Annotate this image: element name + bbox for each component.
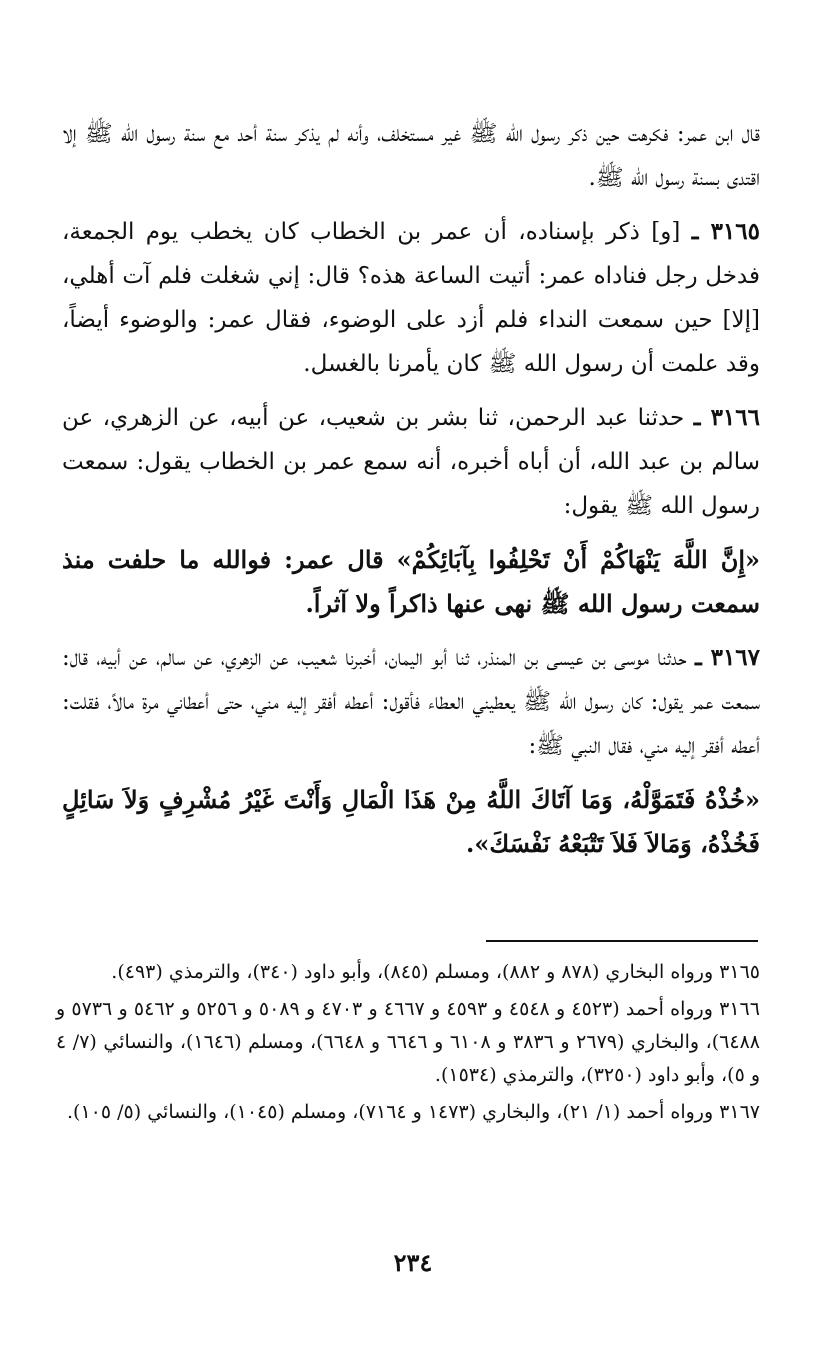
footnote-3167: ٣١٦٧ ورواه أحمد (١/ ٢١)، والبخاري (١٤٧٣ و ٧١٦٤)، ومسلم (١٠٤٥)، والنسائي (٥/ ١٠٥). [67,1101,760,1123]
hadith-text: «إِنَّ اللَّهَ يَنْهَاكُمْ أَنْ تَحْلِفُوا بِآبَائِكُمْ» قال عمر: فوالله ما حلفت منذ سمعت رسول الله ﷺ نهى عنها ذاكراً ولا آثراً. [62,545,761,618]
paragraph-text: حدثنا عبد الرحمن، ثنا بشر بن شعيب، عن أبيه، عن الزهري، عن سالم بن عبد الله، أن أباه أخبره، أنه سمع عمر بن الخطاب يقول: سمعت رسول الله ﷺ يقول: [62,405,760,519]
hadith-text: «خُذْهُ فَتَمَوَّلْهُ، وَمَا آتَاكَ اللَّهُ مِنْ هَذَا الْمَالِ وَأَنْتَ غَيْرُ مُشْرِفٍ وَلاَ سَائِلٍ فَخُذْهُ، وَمَالاَ فَلاَ تَتْبَعْهُ نَفْسَكَ». [62,785,760,858]
hadith-3165 [62,210,760,386]
hadith-quote-3166 [62,538,760,626]
paragraph-text: [و] ذكر بإسناده، أن عمر بن الخطاب كان يخطب يوم الجمعة، فدخل رجل فناداه عمر: أتيت الساعة هذه؟ قال: إني شغلت فلم آت أهلي، [إلا] حين سمعت النداء فلم أزد على الوضوء، فقال عمر: والوضوء أيضاً، وقد علمت أن رسول الله ﷺ كان يأمرنا بالغسل. [62,219,760,377]
hadith-number: ٣١٦٦ ـ [693,404,760,431]
hadith-quote-3167 [62,778,760,866]
paragraph-text: قال ابن عمر: فكرهت حين ذكر رسول الله ﷺ غير مستخلف، وأنه لم يذكر سنة أحد مع سنة رسول الله ﷺ إلا اقتدى بسنة رسول الله ﷺ. [62,121,760,191]
footnote-divider [486,940,758,942]
hadith-number: ٣١٦٧ ـ [694,644,761,671]
intro-paragraph [62,112,760,200]
hadith-3167 [62,636,760,768]
footnote-3165: ٣١٦٥ ورواه البخاري (٨٧٨ و ٨٨٢)، ومسلم (٨٤٥)، وأبو داود (٣٤٠)، والترمذي (٤٩٣). [111,961,760,983]
footnotes [56,956,760,1133]
hadith-3166 [62,396,760,528]
paragraph-text: حدثنا موسى بن عيسى بن المنذر، ثنا أبو اليمان، أخبرنا شعيب، عن الزهري، عن سالم، عن أبيه، قال: سمعت عمر يقول: كان رسول الله ﷺ يعطيني العطاء فأقول: أعطه أفقر إليه مني، حتى أعطاني مرة مالاً، فقلت: أعطه أفقر إليه مني، فقال النبي ﷺ: [62,645,760,759]
footnote-3166: ٣١٦٦ ورواه أحمد (٤٥٢٣ و ٤٥٤٨ و ٤٥٩٣ و ٤٦٦٧ و ٤٧٠٣ و ٥٠٨٩ و ٥٢٥٦ و ٥٤٦٢ و ٥٧٣٦ و ٦٤٨٨)، والبخاري (٢٦٧٩ و ٣٨٣٦ و ٦١٠٨ و ٦٦٤٦ و ٦٦٤٨)، ومسلم (١٦٤٦)، والنسائي (٧/ ٤ و ٥)، وأبو داود (٣٢٥٠)، والترمذي (١٥٣٤). [56,998,760,1086]
main-text [62,112,760,866]
hadith-number: ٣١٦٥ ـ [691,218,760,245]
page-number: ٢٣٤ [393,1248,433,1277]
